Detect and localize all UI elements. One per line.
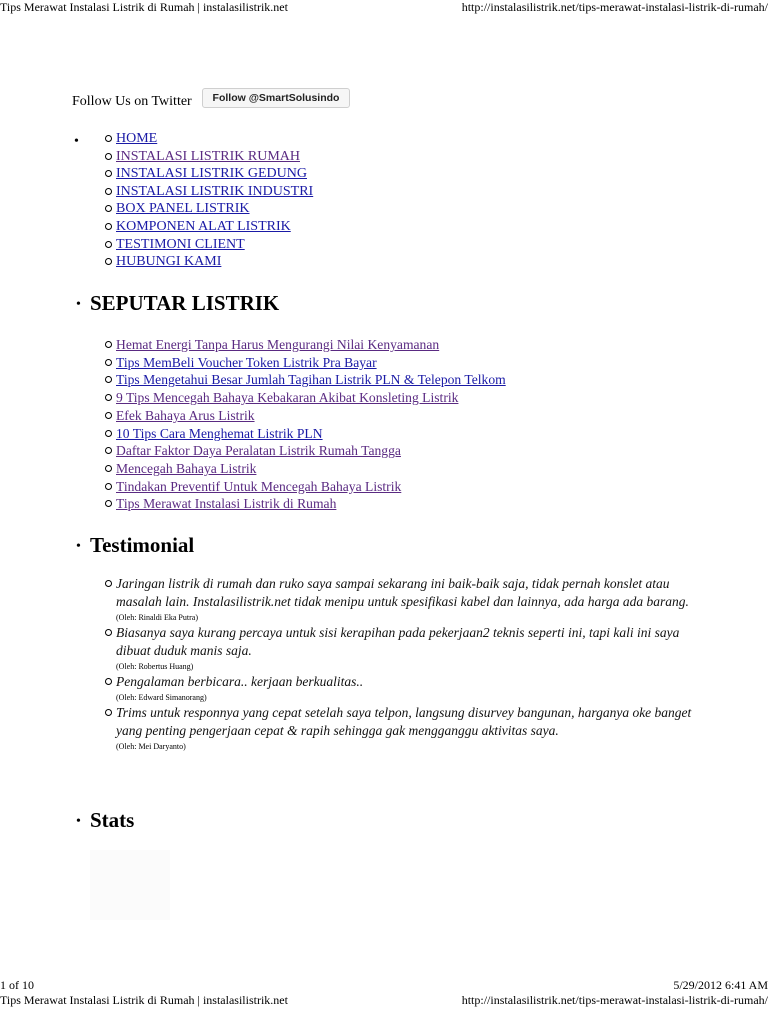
nav-item-instalasi-gedung — [116, 165, 313, 183]
twitter-follow-button[interactable]: Follow @SmartSolusindo — [202, 88, 350, 108]
seputar-bullet: • — [76, 297, 81, 312]
stats-widget — [90, 850, 170, 920]
follow-label: Follow Us on Twitter — [72, 94, 192, 109]
nav-link-home[interactable]: HOME — [116, 131, 158, 146]
testimonial-text: Pengalaman berbicara.. kerjaan berkualitas.. — [116, 674, 364, 689]
article-link[interactable]: Efek Bahaya Arus Listrik — [116, 407, 255, 423]
print-datetime: 5/29/2012 6:41 AM — [673, 978, 768, 992]
testimonial-item — [116, 673, 716, 704]
nav-list — [116, 130, 313, 271]
article-link[interactable]: Daftar Faktor Daya Peralatan Listrik Rumah Tangga — [116, 443, 401, 459]
nav-link-testimoni[interactable]: TESTIMONI CLIENT — [116, 236, 245, 252]
article-link[interactable]: 10 Tips Cara Menghemat Listrik PLN — [116, 425, 323, 441]
testimonial-item — [116, 575, 716, 624]
stats-heading: Stats — [90, 808, 135, 832]
testimonial-text: Trims untuk responnya yang cepat setelah saya telpon, langsung disurvey bangunan, harganya oke banget yang penting pengerjaan cepat & rapih sehingga gak mengganggu aktivitas saya. — [116, 705, 692, 738]
print-header-url: http://instalasilistrik.net/tips-merawat-instalasi-listrik-di-rumah/ — [461, 0, 768, 14]
testimonial-text: Jaringan listrik di rumah dan ruko saya sampai sekarang ini baik-baik saja, tidak pernah konslet atau masalah lain. Instalasilistrik.net tidak menipu untuk spesifikasi kabel dan lainnya, ada harga ada barang. — [116, 576, 689, 609]
list-item — [116, 371, 506, 389]
nav-item-hubungi — [116, 253, 313, 271]
print-footer-title: Tips Merawat Instalasi Listrik di Rumah | instalasilistrik.net — [0, 993, 288, 1007]
testimonial-bullet: • — [76, 539, 81, 554]
article-link[interactable]: Tips Merawat Instalasi Listrik di Rumah — [116, 496, 337, 512]
nav-item-instalasi-rumah — [116, 148, 313, 166]
print-footer — [0, 978, 768, 1008]
list-item — [116, 478, 506, 496]
nav-bullet: • — [74, 134, 79, 149]
print-header — [0, 0, 768, 14]
nav-item-komponen — [116, 218, 313, 236]
article-link[interactable]: Hemat Energi Tanpa Harus Mengurangi Nilai Kenyamanan — [116, 337, 440, 352]
testimonial-heading: Testimonial — [90, 533, 195, 557]
testimonial-text: Biasanya saya kurang percaya untuk sisi kerapihan pada pekerjaan2 teknis seperti ini, tapi kali ini saya dibuat duduk manis saja. — [116, 625, 680, 658]
nav-link-komponen[interactable]: KOMPONEN ALAT LISTRIK — [116, 218, 291, 234]
article-link[interactable]: Tips MemBeli Voucher Token Listrik Pra Bayar — [116, 354, 377, 370]
nav-item-instalasi-industri — [116, 183, 313, 201]
testimonial-author: (Oleh: Mei Daryanto) — [116, 742, 186, 751]
list-item — [116, 425, 506, 443]
testimonial-item — [116, 704, 716, 753]
testimonial-author: (Oleh: Robertus Huang) — [116, 662, 194, 671]
seputar-link-list — [116, 336, 506, 513]
list-item — [116, 495, 506, 513]
list-item — [116, 354, 506, 372]
print-page-number: 1 of 10 — [0, 978, 34, 992]
list-item — [116, 442, 506, 460]
print-header-title: Tips Merawat Instalasi Listrik di Rumah | instalasilistrik.net — [0, 0, 288, 14]
nav-link-instalasi-rumah[interactable]: INSTALASI LISTRIK RUMAH — [116, 148, 300, 164]
article-link[interactable]: Tips Mengetahui Besar Jumlah Tagihan Listrik PLN & Telepon Telkom — [116, 372, 506, 388]
list-item — [116, 407, 506, 425]
testimonial-item — [116, 624, 716, 673]
seputar-heading: SEPUTAR LISTRIK — [90, 291, 280, 315]
testimonial-author: (Oleh: Rinaldi Eka Putra) — [116, 613, 198, 622]
nav-item-testimoni — [116, 236, 313, 254]
testimonial-author: (Oleh: Edward Simanorang) — [116, 693, 207, 702]
nav-link-instalasi-industri[interactable]: INSTALASI LISTRIK INDUSTRI — [116, 183, 314, 199]
article-link[interactable]: Mencegah Bahaya Listrik — [116, 460, 257, 476]
nav-item-home — [116, 130, 313, 148]
nav-link-hubungi[interactable]: HUBUNGI KAMI — [116, 254, 222, 270]
list-item — [116, 336, 506, 354]
follow-twitter — [72, 88, 340, 112]
list-item — [116, 389, 506, 407]
nav-link-instalasi-gedung[interactable]: INSTALASI LISTRIK GEDUNG — [116, 166, 307, 182]
stats-bullet: • — [76, 814, 81, 829]
nav-item-box-panel — [116, 200, 313, 218]
list-item — [116, 460, 506, 478]
testimonial-list — [116, 575, 716, 753]
print-footer-url: http://instalasilistrik.net/tips-merawat-instalasi-listrik-di-rumah/ — [461, 993, 768, 1007]
nav-link-box-panel[interactable]: BOX PANEL LISTRIK — [116, 201, 250, 217]
article-link[interactable]: Tindakan Preventif Untuk Mencegah Bahaya Listrik — [116, 478, 402, 494]
article-link[interactable]: 9 Tips Mencegah Bahaya Kebakaran Akibat Konsleting Listrik — [116, 390, 459, 406]
